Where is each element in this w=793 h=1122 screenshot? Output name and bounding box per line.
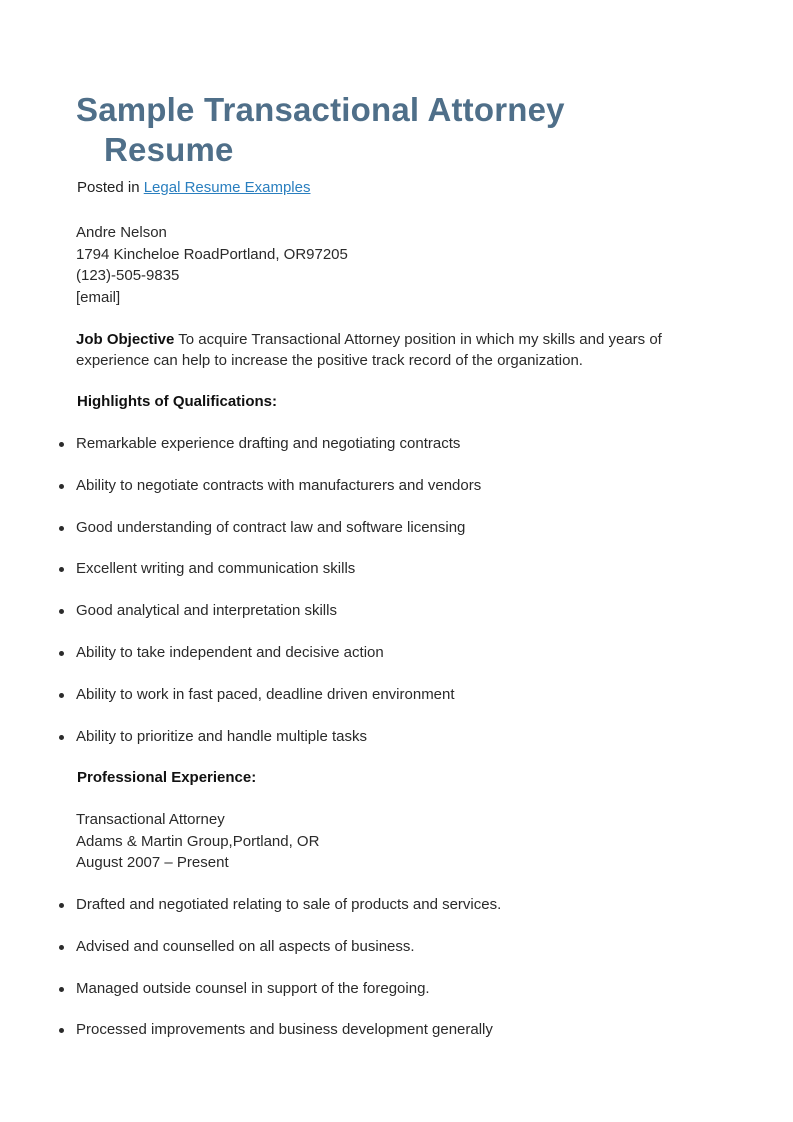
- contact-email: [email]: [76, 289, 121, 307]
- list-item: [0, 1020, 501, 1062]
- list-item-text: Good analytical and interpretation skills: [76, 602, 337, 620]
- list-item: [0, 476, 481, 518]
- list-item-text: Processed improvements and business development generally: [76, 1021, 493, 1039]
- title-line-1: Sample Transactional Attorney: [76, 91, 565, 128]
- job-objective-text: To acquire Transactional Attorney position in which my skills and years of experience can help to increase the positive track record of the organization.: [76, 331, 662, 369]
- experience-list: [0, 895, 501, 1062]
- job-objective-label: Job Objective: [76, 331, 175, 348]
- list-item: [0, 979, 501, 1021]
- bullet-icon: [59, 651, 64, 656]
- list-item-text: Good understanding of contract law and software licensing: [76, 518, 466, 536]
- qualifications-heading: Highlights of Qualifications:: [77, 393, 277, 410]
- bullet-icon: [59, 987, 64, 992]
- list-item-text: Ability to take independent and decisive action: [76, 643, 384, 661]
- bullet-icon: [59, 693, 64, 698]
- contact-block: [76, 222, 348, 309]
- list-item: [0, 434, 481, 476]
- bullet-icon: [59, 484, 64, 489]
- job-objective: [76, 329, 716, 371]
- bullet-icon: [59, 442, 64, 447]
- qualifications-list: [0, 434, 481, 768]
- list-item-text: Excellent writing and communication skills: [76, 560, 356, 578]
- job-title: Transactional Attorney: [76, 811, 225, 828]
- list-item-text: Ability to prioritize and handle multiple tasks: [76, 727, 367, 745]
- bullet-icon: [59, 609, 64, 614]
- job-details: [76, 809, 319, 874]
- list-item: [0, 685, 481, 727]
- experience-heading: Professional Experience:: [77, 769, 257, 786]
- list-item-text: Remarkable experience drafting and negotiating contracts: [76, 435, 461, 452]
- bullet-icon: [59, 945, 64, 950]
- list-item: [0, 518, 481, 560]
- list-item-text: Drafted and negotiated relating to sale of products and services.: [76, 896, 502, 913]
- list-item-text: Managed outside counsel in support of the foregoing.: [76, 979, 430, 997]
- list-item: [0, 601, 481, 643]
- posted-in-label: Posted in: [77, 179, 140, 196]
- list-item: [0, 895, 501, 937]
- job-company: Adams & Martin Group,Portland, OR: [76, 832, 320, 850]
- bullet-icon: [59, 526, 64, 531]
- list-item-text: Advised and counselled on all aspects of business.: [76, 937, 415, 955]
- list-item-text: Ability to negotiate contracts with manufacturers and vendors: [76, 476, 482, 494]
- bullet-icon: [59, 1028, 64, 1033]
- job-dates: August 2007 – Present: [76, 854, 229, 872]
- page-title: [76, 90, 565, 170]
- list-item: [0, 643, 481, 685]
- bullet-icon: [59, 903, 64, 908]
- contact-address: 1794 Kincheloe RoadPortland, OR97205: [76, 245, 348, 263]
- posted-in-line: [77, 178, 310, 198]
- category-link[interactable]: Legal Resume Examples: [143, 179, 311, 196]
- list-item: [0, 559, 481, 601]
- contact-phone: (123)-505-9835: [76, 267, 180, 285]
- list-item-text: Ability to work in fast paced, deadline driven environment: [76, 685, 455, 703]
- list-item: [0, 727, 481, 769]
- list-item: [0, 937, 501, 979]
- bullet-icon: [59, 567, 64, 572]
- bullet-icon: [59, 735, 64, 740]
- title-line-2: Resume: [104, 131, 234, 168]
- contact-name: Andre Nelson: [76, 224, 167, 241]
